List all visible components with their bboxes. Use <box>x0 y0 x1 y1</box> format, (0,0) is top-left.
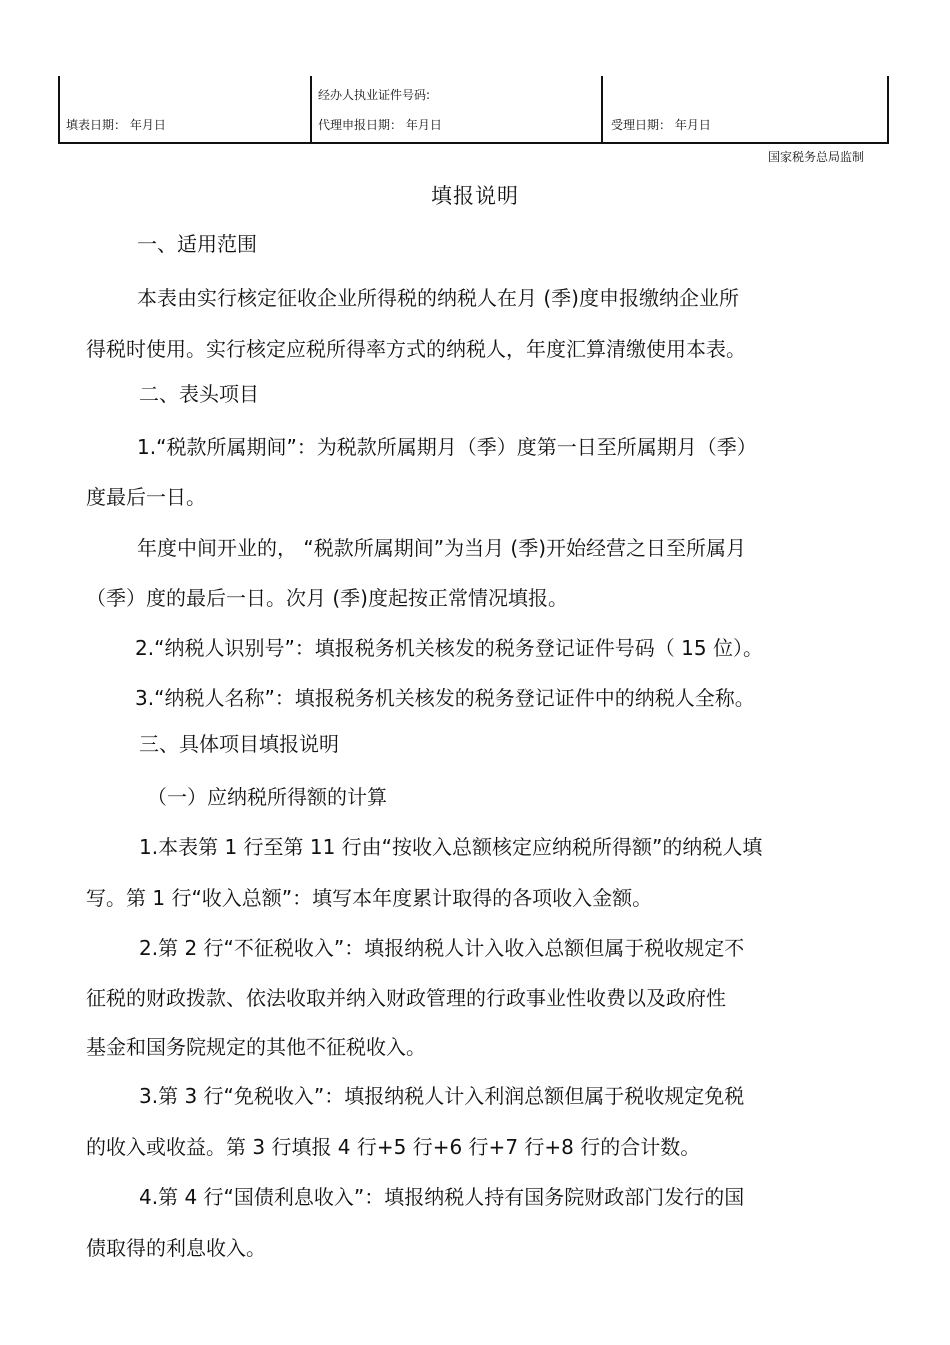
table-divider <box>601 76 603 142</box>
section-heading: 一、适用范围 <box>137 232 257 256</box>
paragraph-line: 3.“纳税人名称”：填报税务机关核发的税务登记证件中的纳税人全称。 <box>135 686 755 710</box>
paragraph-line: 1.本表第 1 行至第 11 行由“按收入总额核定应纳税所得额”的纳税人填 <box>139 835 763 859</box>
paragraph-line: 4.第 4 行“国债利息收入”：填报纳税人持有国务院财政部门发行的国 <box>139 1185 745 1209</box>
paragraph-line: 1.“税款所属期间”：为税款所属期月（季）度第一日至所属期月（季） <box>137 435 757 459</box>
form-footer-table <box>58 76 889 144</box>
agent-cert-no-label: 经办人执业证件号码: <box>318 88 431 102</box>
paragraph-line: 本表由实行核定征收企业所得税的纳税人在月 (季)度申报缴纳企业所 <box>137 286 739 310</box>
section-heading: 二、表头项目 <box>139 382 259 406</box>
supervisor-note: 国家税务总局监制 <box>767 150 864 164</box>
paragraph-line: 基金和国务院规定的其他不征税收入。 <box>86 1035 426 1059</box>
page-title: 填报说明 <box>431 184 519 208</box>
fill-date-label: 填表日期： 年月日 <box>66 118 166 132</box>
paragraph-line: 3.第 3 行“免税收入”：填报纳税人计入利润总额但属于税收规定免税 <box>139 1084 745 1108</box>
subsection-heading: （一）应纳税所得额的计算 <box>147 785 387 809</box>
paragraph-line: 年度中间开业的， “税款所属期间”为当月 (季)开始经营之日至所属月 <box>137 536 747 560</box>
paragraph-line: 债取得的利息收入。 <box>86 1236 266 1260</box>
paragraph-line: 2.第 2 行“不征税收入”：填报纳税人计入收入总额但属于税收规定不 <box>139 936 745 960</box>
paragraph-line: 度最后一日。 <box>86 485 206 509</box>
paragraph-line: 写。第 1 行“收入总额”：填写本年度累计取得的各项收入金额。 <box>86 886 653 910</box>
section-heading: 三、具体项目填报说明 <box>139 732 339 756</box>
paragraph-line: 2.“纳税人识别号”：填报税务机关核发的税务登记证件号码（ 15 位）。 <box>135 636 763 660</box>
paragraph-line: 的收入或收益。第 3 行填报 4 行+5 行+6 行+7 行+8 行的合计数。 <box>86 1135 701 1159</box>
table-divider <box>310 76 312 142</box>
paragraph-line: 征税的财政拨款、依法收取并纳入财政管理的行政事业性收费以及政府性 <box>86 986 726 1010</box>
accept-date-label: 受理日期： 年月日 <box>611 118 711 132</box>
paragraph-line: 得税时使用。实行核定应税所得率方式的纳税人，年度汇算清缴使用本表。 <box>86 337 746 361</box>
paragraph-line: （季）度的最后一日。次月 (季)度起按正常情况填报。 <box>86 586 568 610</box>
agent-report-date-label: 代理申报日期： 年月日 <box>318 118 442 132</box>
